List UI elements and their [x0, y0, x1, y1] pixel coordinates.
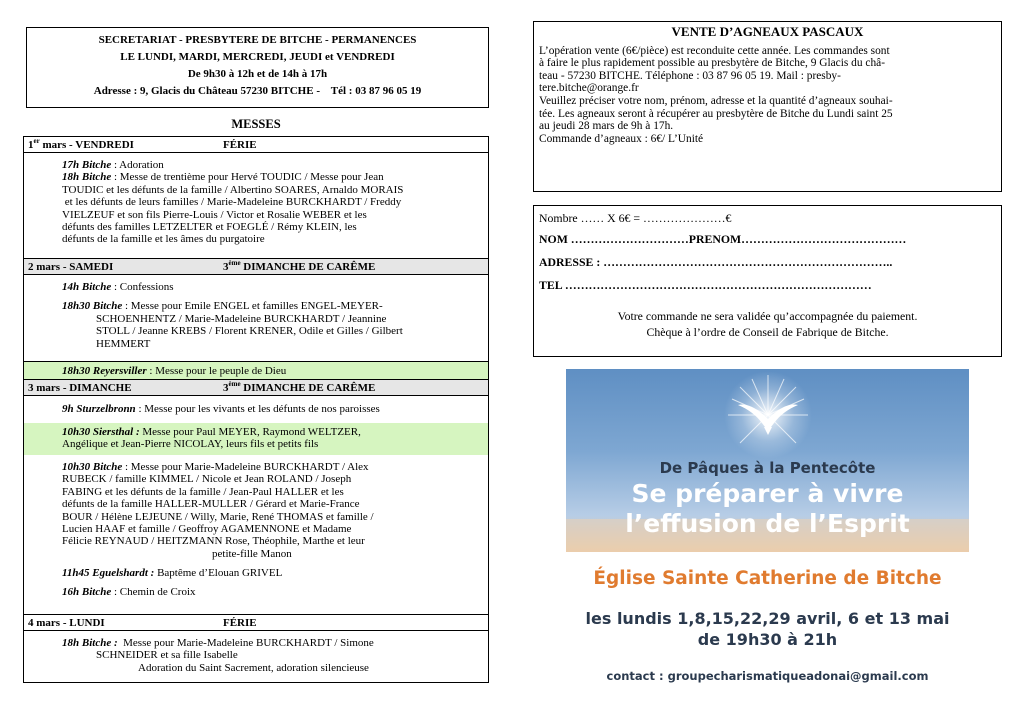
- entry-e8: [62, 461, 480, 473]
- agneaux-p1-l1: L’opération vente (6€/pièce) est reconduite cette année. Les commandes sont: [539, 44, 890, 57]
- day-header-1: [23, 136, 489, 153]
- day-date-rest: mars - VENDREDI: [39, 139, 134, 151]
- day-date: 3 mars - DIMANCHE: [28, 382, 132, 394]
- day-date-num: 1: [28, 139, 34, 151]
- poster-church: Église Sainte Catherine de Bitche: [593, 568, 942, 589]
- entry-e8-l2: FABING et les défunts de la famille / Jean-Paul HALLER et les: [62, 485, 344, 498]
- day-header-2: [23, 258, 489, 275]
- form-note-2: Chèque à l’ordre de Conseil de Fabrique de Bitche.: [646, 325, 889, 339]
- entry-place: 9h Sturzelbronn: [62, 403, 136, 415]
- agneaux-p2-l1: Veuillez préciser votre nom, prénom, adresse et la quantité d’agneaux souhai-: [539, 94, 893, 107]
- agneaux-p2-l2: tée. Les agneaux seront à récupérer au presbytère de Bitche du Lundi saint 25: [539, 107, 893, 120]
- day-header-4: [23, 614, 489, 631]
- entry-place: 18h Bitche: [62, 171, 112, 184]
- entry-e6: [23, 396, 489, 423]
- form-nom[interactable]: NOM …………………………PRENOM……………………………………: [539, 232, 907, 246]
- day-label-pre: 3: [223, 382, 229, 394]
- day-4-entries: [23, 631, 489, 683]
- entry-e7: [23, 423, 489, 455]
- entry-e9: [62, 567, 480, 579]
- entry-place: 18h30 Reyersviller: [62, 365, 147, 377]
- entry-e8-l3: défunts de la famille HALLER-MULLER / Gérard et Marie-France: [62, 498, 360, 511]
- entry-e11-l2: Adoration du Saint Sacrement, adoration silencieuse: [138, 661, 369, 674]
- entry-text: Messe pour Marie-Madeleine BURCKHARDT / Simone: [117, 637, 374, 649]
- agneaux-p1-l3: teau - 57230 BITCHE. Téléphone : 03 87 96 05 19. Mail : presby-: [539, 69, 841, 82]
- agneaux-p1-l4: tere.bitche@orange.fr: [539, 82, 639, 95]
- poster-sky: [566, 369, 969, 552]
- entry-text: : Messe pour Marie-Madeleine BURCKHARDT / Alex: [122, 461, 369, 473]
- poster-dates-1: les lundis 1,8,15,22,29 avril, 6 et 13 mai: [585, 609, 950, 628]
- entry-text: : Confessions: [111, 281, 174, 293]
- entry-e2-l4: défunts des familles LETZELTER et FOEGLÉ / Rémy KLEIN, les: [62, 221, 357, 234]
- day-label-post: DIMANCHE DE CARÊME: [240, 261, 376, 273]
- poster-subtitle: De Pâques à la Pentecôte: [659, 459, 876, 477]
- poster-contact[interactable]: contact : groupecharismatiqueadonai@gmail.com: [606, 669, 929, 683]
- entry-e11-l1: SCHNEIDER et sa fille Isabelle: [96, 649, 238, 662]
- day-2-entries: [23, 275, 489, 361]
- agneaux-p3: Commande d’agneaux : 6€/ L’Unité: [539, 132, 704, 145]
- day-date-sup: er: [33, 137, 40, 145]
- entry-text: Baptême d’Elouan GRIVEL: [154, 567, 283, 580]
- entry-text: : Messe de trentième pour Hervé TOUDIC / Messe pour Jean: [111, 171, 384, 184]
- form-adresse[interactable]: ADRESSE : ………………………………………………………………..: [539, 255, 893, 269]
- entry-e2-l2: et les défunts de leurs familles / Marie-Madeleine BURCKHARDT / Freddy: [62, 196, 402, 209]
- day-header-3: [23, 379, 489, 396]
- entry-e8-l7: petite-fille Manon: [212, 547, 292, 560]
- poster-info: [566, 552, 969, 691]
- agneaux-title: VENTE D’AGNEAUX PASCAUX: [671, 24, 864, 39]
- day-date: [28, 139, 223, 151]
- agneaux-p1-l2: à faire le plus rapidement possible au presbytère de Bitche, 9 Glacis du châ-: [539, 57, 886, 70]
- entry-e2-l3: VIELZEUF et son fils Pierre-Louis / Victor et Rosalie WEBER et les: [62, 208, 367, 221]
- messes-title: MESSES: [231, 117, 281, 131]
- entry-place: 18h30 Bitche: [62, 300, 123, 313]
- poster-dates-2: de 19h30 à 21h: [697, 630, 838, 649]
- secretariat-line-1: SECRETARIAT - PRESBYTERE DE BITCHE - PERMANENCES: [98, 34, 417, 46]
- entry-place: 16h Bitche: [62, 585, 112, 598]
- entry-text: : Messe pour les vivants et les défunts de nos paroisses: [135, 403, 380, 415]
- entry-place: 10h30 Bitche: [62, 461, 123, 473]
- day-label: FÉRIE: [223, 139, 257, 151]
- entry-place: 10h30 Siersthal :: [62, 426, 140, 438]
- entry-text: : Messe pour le peuple de Dieu: [146, 365, 287, 377]
- entry-e3: [62, 281, 480, 293]
- agneaux-box: [533, 21, 1002, 192]
- entry-e5: [23, 361, 489, 379]
- form-note-1: Votre commande ne sera validée qu’accompagnée du paiement.: [617, 309, 918, 323]
- entry-e2-l5: défunts de la famille et les âmes du purgatoire: [62, 233, 265, 246]
- entry-text: : Messe pour Emile ENGEL et familles ENGEL-MEYER-: [122, 300, 383, 313]
- poster: [566, 369, 969, 691]
- entry-e4-l1: SCHOENHENTZ / Marie-Madeleine BURCKHARDT / Jeannine: [96, 312, 387, 325]
- entry-e4: [62, 300, 480, 312]
- entry-place: 11h45 Eguelshardt :: [62, 567, 155, 580]
- agneaux-p2-l3: au jeudi 28 mars de 9h à 17h.: [539, 120, 674, 133]
- entry-place: 14h Bitche: [62, 281, 112, 293]
- entry-e10: [62, 586, 480, 598]
- day-3-entries: [23, 455, 489, 614]
- entry-e11: [62, 637, 480, 649]
- entry-text: Messe pour Paul MEYER, Raymond WELTZER,: [139, 426, 361, 438]
- day-date: 4 mars - LUNDI: [28, 617, 105, 629]
- order-form: [533, 205, 1002, 357]
- entry-e2-l1: TOUDIC et les défunts de la famille / Albertino SOARES, Arnaldo MORAIS: [62, 183, 404, 196]
- entry-e8-l1: RUBECK / famille KIMMEL / Nicole et Jean ROLAND / Joseph: [62, 473, 352, 486]
- entry-e1: [62, 159, 480, 171]
- entry-place: 17h Bitche: [62, 159, 112, 171]
- day-label: FÉRIE: [223, 617, 257, 629]
- entry-text: : Adoration: [111, 159, 164, 171]
- entry-e8-l6: Félicie REYNAUD / HEITZMANN Rose, Théophile, Marthe et leur: [62, 535, 365, 548]
- entry-e8-l5: Lucien HAAF et famille / Geoffroy AGAMENNONE et Madame: [62, 523, 352, 536]
- entry-e4-l2: STOLL / Jeanne KREBS / Florent KRENER, Odile et Gilles / Gilbert: [96, 325, 403, 338]
- day-label-post: DIMANCHE DE CARÊME: [240, 382, 376, 394]
- poster-title-2: l’effusion de l’Esprit: [625, 509, 910, 538]
- poster-title-1: Se préparer à vivre: [631, 479, 904, 508]
- entry-e2: [62, 171, 480, 183]
- entry-e4-l3: HEMMERT: [96, 337, 151, 350]
- day-1-entries: [23, 153, 489, 258]
- day-label-sup: ème: [228, 259, 241, 267]
- secretariat-box: [26, 27, 489, 108]
- entry-text: : Chemin de Croix: [111, 585, 196, 598]
- entry-e8-l4: BOUR / Hélène LEJEUNE / Willy, Marie, René THOMAS et famille /: [62, 510, 374, 523]
- secretariat-line-3: De 9h30 à 12h et de 14h à 17h: [187, 68, 328, 80]
- secretariat-line-4: Adresse : 9, Glacis du Château 57230 BITCHE - Tél : 03 87 96 05 19: [93, 85, 422, 97]
- entry-place: 18h Bitche :: [62, 637, 118, 649]
- day-date: 2 mars - SAMEDI: [28, 261, 114, 273]
- form-tel[interactable]: TEL ……………………………………………………………………: [539, 278, 872, 292]
- entry-e7-l1: Angélique et Jean-Pierre NICOLAY, leurs fils et petits fils: [62, 438, 319, 451]
- form-nombre[interactable]: Nombre …… X 6€ = …………………€: [539, 211, 732, 225]
- secretariat-line-2: LE LUNDI, MARDI, MERCREDI, JEUDI et VENDREDI: [120, 51, 395, 63]
- day-label-pre: 3: [223, 261, 229, 273]
- day-label-sup: ème: [228, 380, 241, 388]
